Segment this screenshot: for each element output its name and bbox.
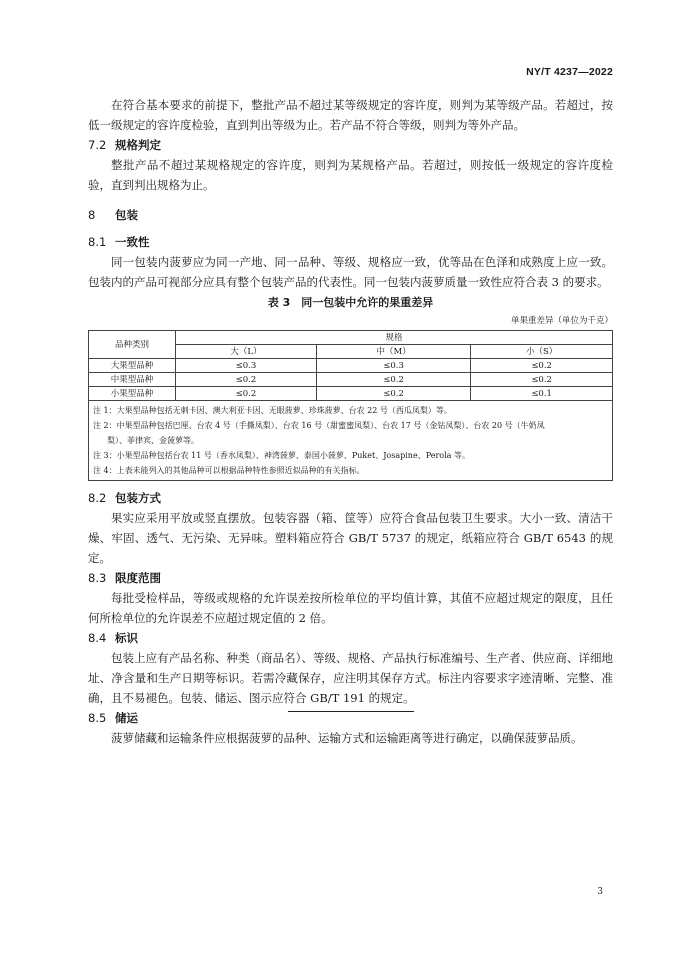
heading-number: 7.2	[88, 138, 107, 152]
note-3: 注 3：小果型品种包括台农 11 号（香水凤梨）、神湾菠萝、泰国小菠萝、Puket、Josapine、Perola 等。	[93, 451, 470, 460]
table-3-title: 表 3 同一包装中允许的果重差异	[267, 296, 434, 309]
table-row	[89, 387, 613, 401]
cell-value: ≤0.3	[176, 359, 317, 373]
heading-number: 8.2	[88, 491, 107, 505]
paragraph-packing-method: 果实应采用平放或竖直摆放。包装容器（箱、筐等）应符合食品包装卫生要求。大小一致、清洁干燥、牢固、透气、无污染、无异味。塑料箱应符合 GB/T 5737 的规定，纸箱应符合 GB/T 6543 的规定。	[88, 511, 613, 565]
cell-value: ≤0.2	[471, 373, 613, 387]
table-row	[89, 359, 613, 373]
paragraph-spec-judgement: 整批产品不超过某规格规定的容许度，则判为某规格产品。若超过，则按低一级规定的容许度检验，直到判出规格为止。	[88, 158, 613, 192]
row-category: 大果型品种	[89, 359, 176, 373]
heading-8-2	[88, 488, 613, 508]
content-body	[88, 95, 613, 748]
heading-title: 一致性	[115, 235, 150, 249]
end-rule	[288, 711, 414, 712]
cell-value: ≤0.3	[316, 359, 470, 373]
header-size-small: 小（S）	[471, 345, 613, 359]
cell-value: ≤0.2	[176, 373, 317, 387]
note-1: 注 1：大果型品种包括无刺卡因、澳大利亚卡因、无眼菠萝、珍珠菠萝、台农 22 号（西瓜凤梨）等。	[93, 406, 452, 415]
cell-value: ≤0.2	[316, 373, 470, 387]
heading-title: 包装	[115, 208, 138, 222]
cell-value: ≤0.2	[176, 387, 317, 401]
header-category: 品种类别	[89, 331, 176, 359]
table-row	[89, 373, 613, 387]
heading-title: 标识	[115, 631, 138, 645]
paragraph-grade-judgement: 在符合基本要求的前提下，整批产品不超过某等级规定的容许度，则判为某等级产品。若超过，按低一级规定的容许度检验，直到判出等级为止。若产品不符合等级，则判为等外产品。	[88, 98, 613, 132]
heading-number: 8.1	[88, 235, 107, 249]
paragraph-storage-transport: 菠萝储藏和运输条件应根据菠萝的品种、运输方式和运输距离等进行确定，以确保菠萝品质。	[111, 731, 583, 745]
paragraph-labeling: 包装上应有产品名称、种类（商品名）、等级、规格、产品执行标准编号、生产者、供应商、详细地址、净含量和生产日期等标识。若需冷藏保存，应注明其保存方式。标注内容要求字迹清晰、完整、准确，且不易褪色。包装、储运、图示应符合 GB/T 191 的规定。	[88, 651, 613, 705]
table-3-unit: 单果重差异（单位为千克）	[510, 316, 613, 326]
heading-8-4	[88, 628, 613, 648]
page-number: 3	[597, 887, 603, 897]
note-2-continued: 梨）、菲律宾、金菠萝等。	[107, 436, 199, 445]
heading-number: 8	[88, 208, 96, 222]
heading-7-2	[88, 135, 613, 155]
row-category: 中果型品种	[89, 373, 176, 387]
header-size-medium: 中（M）	[316, 345, 470, 359]
cell-value: ≤0.1	[471, 387, 613, 401]
heading-8	[88, 205, 613, 225]
note-2: 注 2：中果型品种包括巴厘、台农 4 号（手撕凤梨）、台农 16 号（甜蜜蜜凤梨）、台农 17 号（金钻凤梨）、台农 20 号（牛奶凤	[93, 421, 545, 430]
heading-8-3	[88, 568, 613, 588]
cell-value: ≤0.2	[471, 359, 613, 373]
heading-number: 8.5	[88, 711, 107, 725]
table-notes	[89, 401, 613, 481]
heading-title: 储运	[115, 711, 138, 725]
heading-title: 包装方式	[115, 491, 161, 505]
table-3	[88, 330, 613, 481]
paragraph-limit-range: 每批受检样品，等级或规格的允许误差按所检单位的平均值计算，其值不应超过规定的限度，且任何所检单位的允许误差不应超过规定值的 2 倍。	[88, 591, 613, 625]
row-category: 小果型品种	[89, 387, 176, 401]
cell-value: ≤0.2	[316, 387, 470, 401]
standard-code: NY/T 4237—2022	[526, 66, 613, 78]
note-4: 注 4：上表未能列入的其他品种可以根据品种特性参照近似品种的有关指标。	[93, 466, 365, 475]
paragraph-consistency: 同一包装内菠萝应为同一产地、同一品种、等级、规格应一致，优等品在色泽和成熟度上应一致。包装内的产品可视部分应具有整个包装产品的代表性。同一包装内菠萝质量一致性应符合表 3 的要求。	[88, 255, 613, 289]
heading-number: 8.4	[88, 631, 107, 645]
header-size-large: 大（L）	[176, 345, 317, 359]
heading-title: 限度范围	[115, 571, 161, 585]
heading-8-1	[88, 232, 613, 252]
heading-number: 8.3	[88, 571, 107, 585]
heading-title: 规格判定	[115, 138, 161, 152]
header-spec: 规格	[176, 331, 613, 345]
